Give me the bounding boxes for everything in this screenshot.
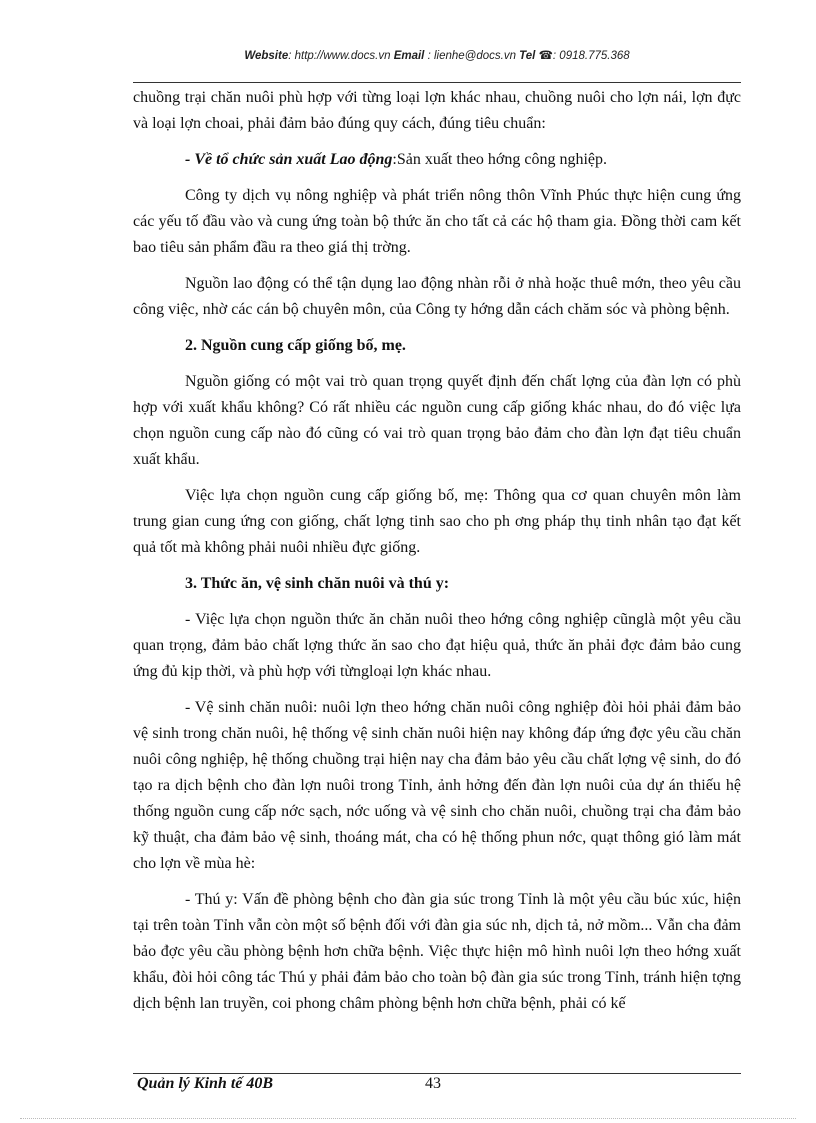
paragraph-feed-selection: - Việc lựa chọn nguồn thức ăn chăn nuôi theo hớng công nghiệp cũnglà một yêu cầu quan trọng, đảm bảo chất lợng thức ăn sao cho đạt hiệu quả, thức ăn phải đợc đảm bảo cung ứng đủ kịp thời, và phù hợp với từngloại lợn khác nhau. bbox=[133, 611, 741, 680]
labor-organization-text: :Sản xuất theo hớng công nghiệp. bbox=[392, 151, 608, 168]
header-divider bbox=[133, 82, 741, 83]
email-label: Email bbox=[393, 50, 425, 62]
paragraph-continuation: chuồng trại chăn nuôi phù hợp với từng loại lợn khác nhau, chuồng nuôi cho lợn nái, lợn đực và loại lợn choai, phải đảm bảo đúng quy cách, đúng tiêu chuẩn: bbox=[133, 89, 741, 132]
document-body bbox=[133, 85, 741, 1017]
paragraph-breeding-importance: Nguồn giống có một vai trò quan trọng quyết định đến chất lợng của đàn lợn có phù hợp với xuất khẩu không? Có rất nhiều các nguồn cung cấp giống khác nhau, do đó việc lựa chọn nguồn cung cấp nào đó cũng có vai trò quan trọng bảo đảm cho đàn lợn đạt tiêu chuẩn xuất khẩu. bbox=[133, 373, 741, 468]
footer-course-label: Quản lý Kinh tế 40B bbox=[137, 1075, 274, 1092]
website-separator: : bbox=[288, 50, 295, 62]
labor-organization-heading: - Về tổ chức sản xuất Lao động bbox=[185, 151, 393, 168]
phone-icon: ☎ bbox=[538, 50, 553, 62]
paragraph-veterinary: - Thú y: Vấn đề phòng bệnh cho đàn gia súc trong Tỉnh là một yêu cầu búc xúc, hiện tại trên toàn Tỉnh vẫn còn một số bệnh đối với đàn gia súc nh, dịch tả, nở mồm... Vẫn cha đảm bảo đợc yêu cầu phòng bệnh hơn chữa bệnh. Việc thực hiện mô hình nuôi lợn theo hớng xuất khẩu, đòi hỏi công tác Thú y phải đảm bảo cho toàn bộ đàn gia súc trong Tỉnh, tránh hiện tợng dịch bệnh lan truyền, coi phong châm phòng bệnh hơn chữa bệnh, phải có kế bbox=[133, 891, 741, 1012]
website-label: Website bbox=[244, 50, 289, 62]
page-header bbox=[133, 48, 741, 62]
paragraph-hygiene: - Vệ sinh chăn nuôi: nuôi lợn theo hớng chăn nuôi công nghiệp đòi hỏi phải đảm bảo vệ sinh trong chăn nuôi, hệ thống vệ sinh chăn nuôi hiện nay không đáp ứng đợc yêu cầu chăn nuôi công nghiệp, hệ thống chuồng trại hiện nay cha đảm bảo yêu cầu chất lợng vệ sinh, do đó tạo ra dịch bệnh cho đàn lợn nuôi trong Tỉnh, ảnh hởng đến đàn lợn nuôi của dự án thiếu hệ thống nguồn cung cấp nớc sạch, nớc uống và vệ sinh cho chăn nuôi, chuồng trại cha đảm bảo kỹ thuật, cha đảm bảo vệ sinh, thoáng mát, cha có hệ thống phun nớc, quạt thông gió làm mát cho lợn về mùa hè: bbox=[133, 699, 741, 872]
phone-number: : 0918.775.368 bbox=[552, 50, 630, 62]
paragraph-labor-organization bbox=[133, 147, 741, 173]
section-heading-feed-hygiene: 3. Thức ăn, vệ sinh chăn nuôi và thú y: bbox=[185, 575, 450, 592]
paragraph-company-supply: Công ty dịch vụ nông nghiệp và phát triển nông thôn Vĩnh Phúc thực hiện cung ứng các yếu tố đầu vào và cung ứng toàn bộ thức ăn cho tất cả các hộ tham gia. Đồng thời cam kết bao tiêu sản phẩm đầu ra theo giá thị trờng. bbox=[133, 187, 741, 256]
page-number: 43 bbox=[425, 1075, 441, 1092]
page-bottom-dotted-line bbox=[20, 1118, 796, 1119]
paragraph-labor-source: Nguồn lao động có thể tận dụng lao động nhàn rỗi ở nhà hoặc thuê mớn, theo yêu cầu công việc, nhờ các cán bộ chuyên môn, của Công ty hớng dẫn cách chăm sóc và phòng bệnh. bbox=[133, 275, 741, 318]
section-heading-breeding-source: 2. Nguồn cung cấp giống bố, mẹ. bbox=[185, 337, 406, 354]
website-url: http://www.docs.vn bbox=[294, 50, 391, 62]
paragraph-breeding-selection: Việc lựa chọn nguồn cung cấp giống bố, mẹ: Thông qua cơ quan chuyên môn làm trung gian cung ứng con giống, chất lợng tinh sao cho ph ơng pháp thụ tinh nhân tạo đạt kết quả tốt mà không phải nuôi nhiều đực giống. bbox=[133, 487, 741, 556]
tel-label: Tel bbox=[519, 50, 536, 62]
footer-divider bbox=[133, 1073, 741, 1074]
email-address: : lienhe@docs.vn bbox=[424, 50, 516, 62]
